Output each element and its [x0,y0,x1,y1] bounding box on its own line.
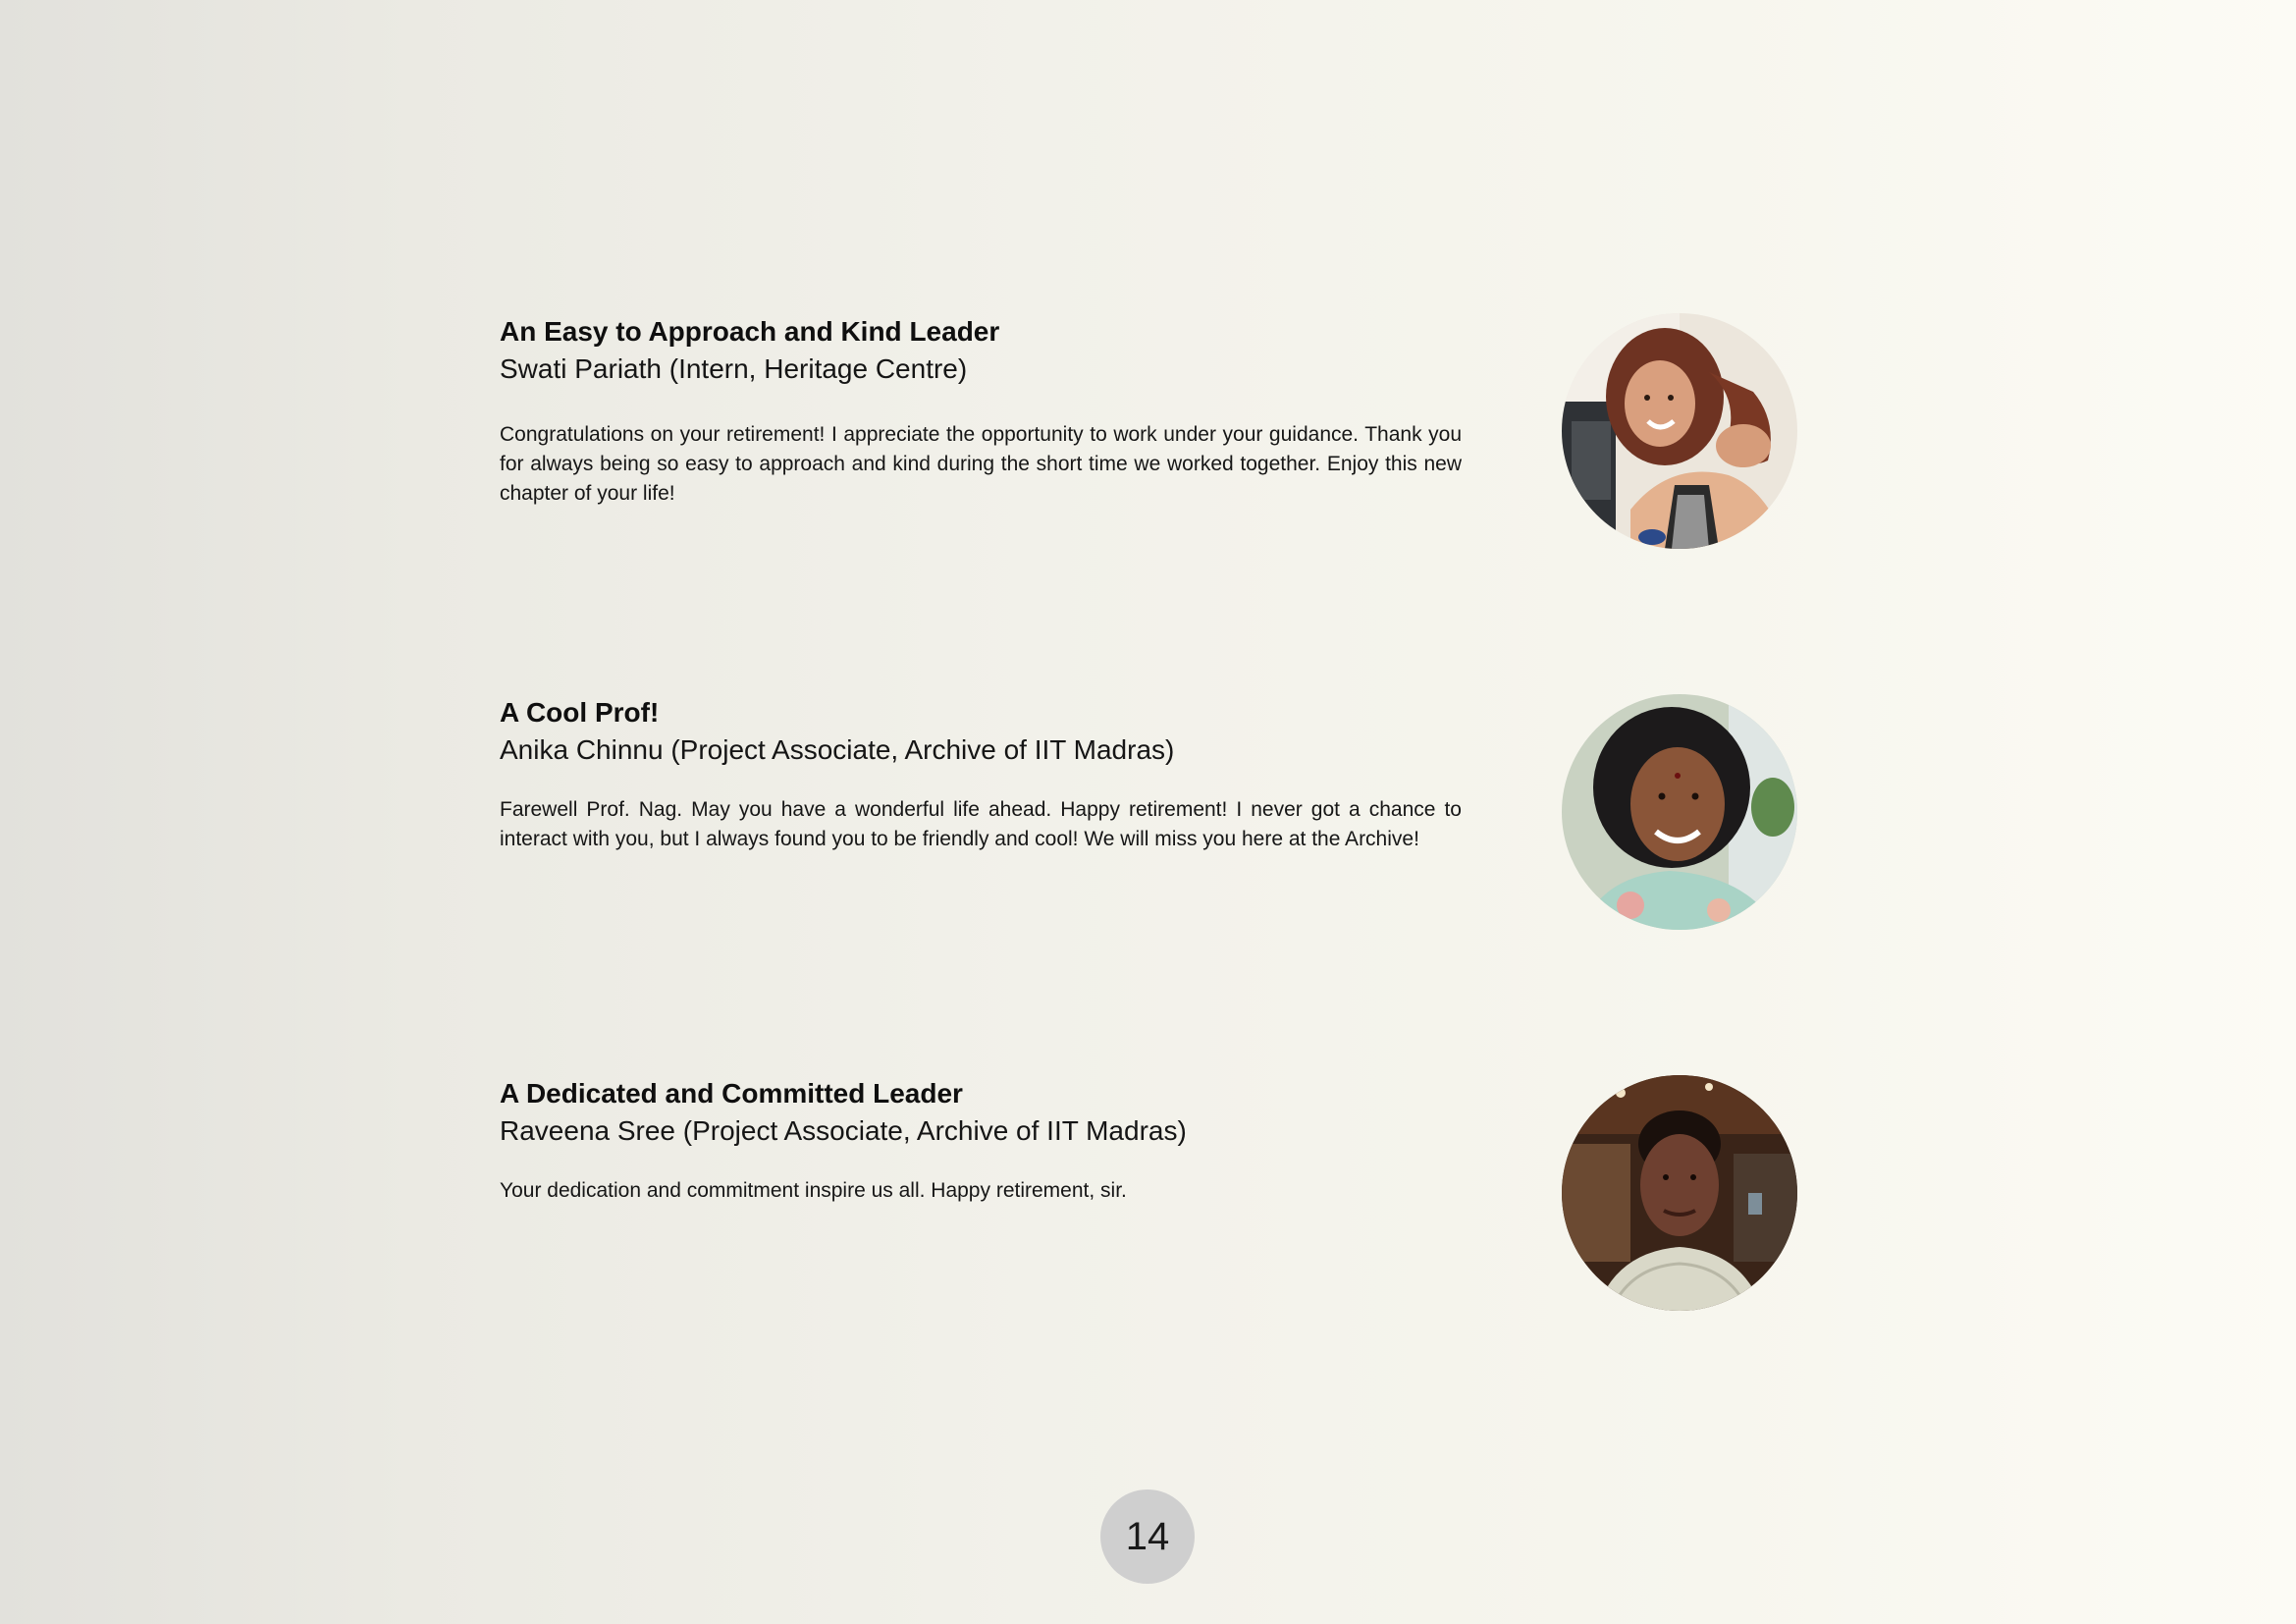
tribute-entry-3 [500,1075,1795,1311]
tribute-message: Your dedication and commitment inspire us all. Happy retirement, sir. [500,1179,1127,1202]
tribute-text-block [500,313,1462,509]
tribute-entry-2 [500,694,1795,930]
tribute-message: Congratulations on your retirement! I appreciate the opportunity to work under your guidance. Thank you for always being so easy to approach and kind during the short time we worked together. Enjoy this new chapter of your life! [500,423,1462,505]
author-photo [1562,694,1797,930]
page-number: 14 [1125,1514,1170,1558]
tribute-title: A Dedicated and Committed Leader [500,1078,963,1109]
tribute-author: Raveena Sree (Project Associate, Archive of IIT Madras) [500,1115,1187,1146]
tribute-author: Swati Pariath (Intern, Heritage Centre) [500,353,968,384]
page-number-badge [1100,1489,1195,1584]
tribute-text-block [500,694,1462,854]
author-photo [1562,1075,1797,1311]
tribute-entry-1 [500,313,1795,549]
tribute-title: A Cool Prof! [500,697,660,728]
tribute-title: An Easy to Approach and Kind Leader [500,316,1000,347]
tribute-message: Farewell Prof. Nag. May you have a wonderful life ahead. Happy retirement! I never got a chance to interact with you, but I always found you to be friendly and cool! We will miss you here at the Archive! [500,798,1462,850]
tribute-text-block [500,1075,1462,1206]
tribute-author: Anika Chinnu (Project Associate, Archive of IIT Madras) [500,734,1175,765]
author-photo [1562,313,1797,549]
